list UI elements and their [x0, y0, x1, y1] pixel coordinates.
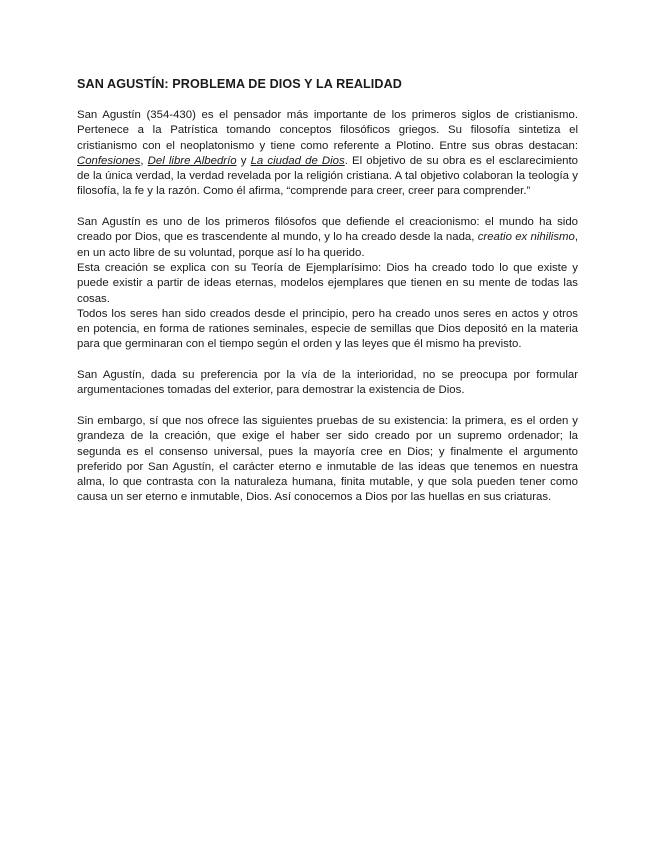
document-page	[77, 76, 578, 506]
separator-text: y	[236, 154, 251, 167]
paragraph-intro	[77, 108, 578, 200]
paragraph-creacionismo	[77, 215, 578, 261]
intro-rest-text: . El objetivo de su obra es el esclarecimiento de la única verdad, la verdad revelada por la religión cristiana. A tal objetivo colaboran la teología y filosofía, la fe y la razón. Como él afirma, “comprende para creer, creer para comprender.”	[77, 154, 578, 198]
paragraph-gap	[77, 353, 578, 368]
paragraph-gap	[77, 399, 578, 414]
paragraph-gap	[77, 200, 578, 215]
paragraph-interioridad: San Agustín, dada su preferencia por la vía de la interioridad, no se preocupa por formular argumentaciones tomadas del exterior, para demostrar la existencia de Dios.	[77, 369, 578, 397]
paragraph-rationes-seminales: Todos los seres han sido creados desde el principio, pero ha creado unos seres en actos y otros en potencia, en forma de rationes seminales, especie de semillas que Dios depositó en la materia para que germinaran con el tiempo según el orden y las leyes que él mismo ha previsto.	[77, 307, 578, 351]
separator-text: ,	[140, 154, 148, 167]
work-title-confesiones: Confesiones	[77, 154, 141, 167]
creacionismo-text: San Agustín es uno de los primeros filósofos que defiende el creacionismo: el mundo ha sido creado por Dios, que es trascendente al mundo, y lo ha creado desde la nada,	[77, 216, 578, 244]
intro-text: San Agustín (354-430) es el pensador más importante de los primeros siglos de cristianismo. Pertenece a la Patrística tomando conceptos filosóficos griegos. Su filosofía sintetiza el cristianismo con el neoplatonismo y tiene como referente a Plotino. Entre sus obras destacan:	[77, 109, 578, 152]
paragraph-pruebas: Sin embargo, sí que nos ofrece las siguientes pruebas de su existencia: la primera, es el orden y grandeza de la creación, que exige el haber ser sido creado por un supremo ordenador; la segunda es el consenso universal, pues la mayoría cree en Dios; y finalmente el argumento preferido por San Agustín, el carácter eterno e inmutable de las ideas que tenemos en nuestra alma, lo que contrasta con la naturaleza humana, finita mutable, y que sola pueden tener como causa un ser eterno e inmutable, Dios. Así conocemos a Dios por las huellas en sus criaturas.	[77, 414, 578, 504]
paragraph-ejemplarismo: Esta creación se explica con su Teoría de Ejemplarísimo: Dios ha creado todo lo que existe y puede existir a partir de ideas eternas, modelos ejemplares que tienen en su mente de todas las cosas.	[77, 261, 578, 305]
document-title: SAN AGUSTÍN: PROBLEMA DE DIOS Y LA REALIDAD	[77, 77, 402, 91]
work-title-libre-albedrio: Del libre Albedrío	[147, 154, 237, 167]
latin-phrase: creatio ex nihilismo	[477, 231, 575, 244]
work-title-ciudad-de-dios: La ciudad de Dios	[250, 154, 345, 167]
creacionismo-rest-text: , en un acto libre de su voluntad, porque así lo ha querido.	[77, 231, 579, 259]
